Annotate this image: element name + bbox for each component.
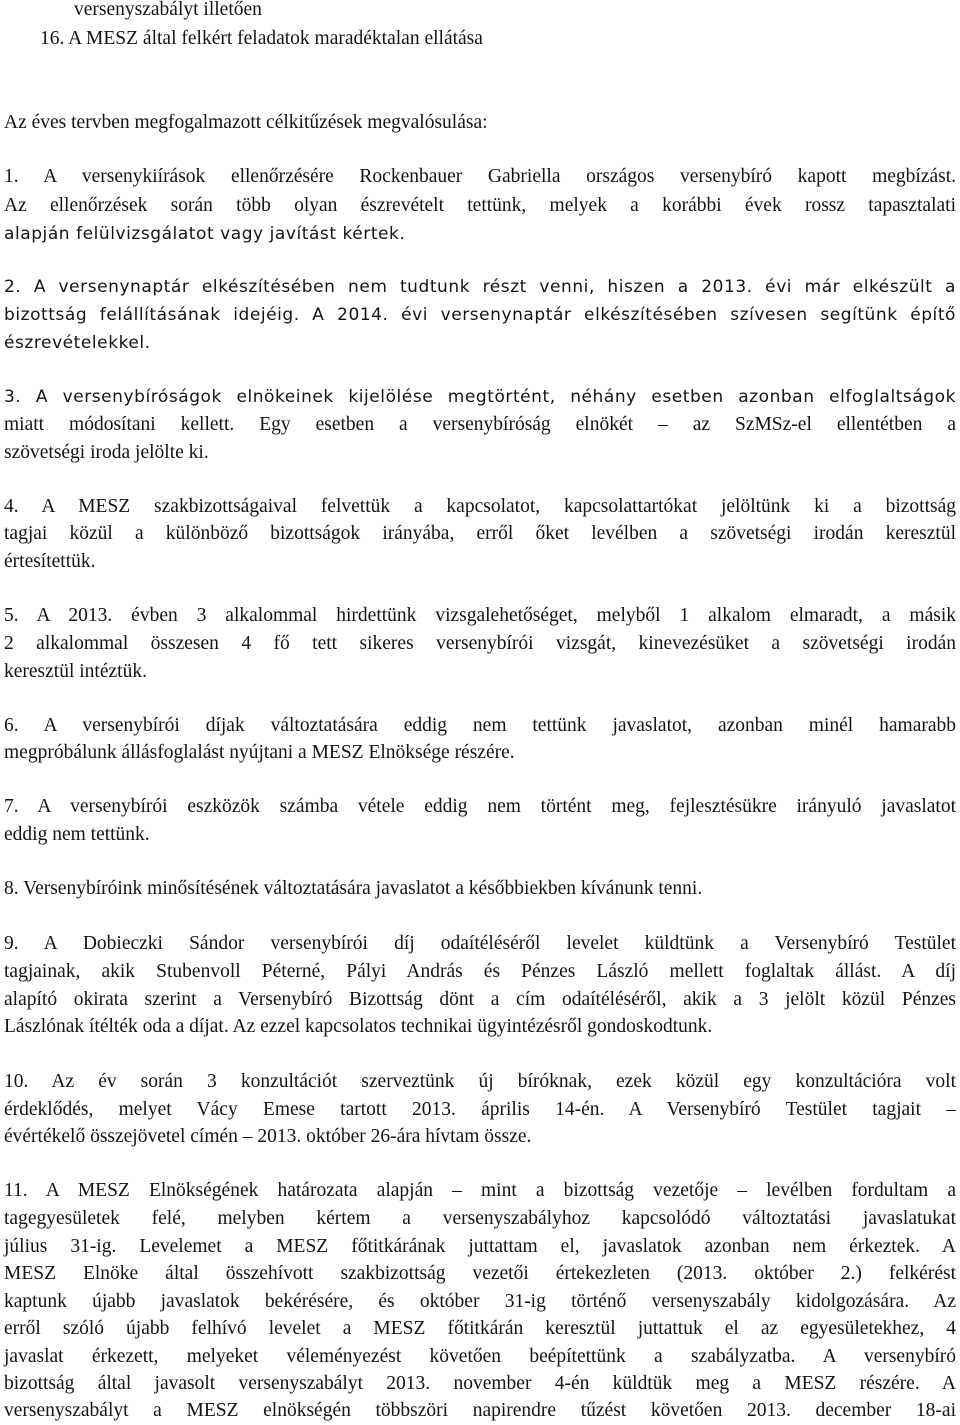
paragraph-1-line-2: Az ellenőrzések során több olyan észrevételt tettünk, melyek a korábbi évek rossz tapasztalati [4, 195, 956, 216]
fragment-line-1: versenyszabályt illetően [74, 0, 262, 20]
paragraph-11-line-9: versenyszabályt a MESZ elnökségén többszöri napirendre tűzést követően 2013. december 18-ai [4, 1400, 956, 1421]
paragraph-4-line-3: értesítettük. [4, 551, 96, 572]
paragraph-7-line-2: eddig nem tettünk. [4, 824, 150, 845]
paragraph-3-line-2: miatt módosítani kellett. Egy esetben a versenybíróság elnökét – az SzMSz-el ellentétben a [4, 414, 956, 435]
paragraph-5-line-2: 2 alkalommal összesen 4 fő tett sikeres versenybírói vizsgát, kinevezésüket a szövetségi irodán [4, 633, 956, 654]
paragraph-10-line-3: évértékelő összejövetel címén – 2013. október 26-ára hívtam össze. [4, 1126, 532, 1147]
paragraph-9-line-3: alapító okirata szerint a Versenybíró Bizottság dönt a cím odaítéléséről, akik a 3 jelölt közül Pénzes [4, 989, 956, 1010]
paragraph-7-line-1: 7. A versenybírói eszközök számba vétele eddig nem történt meg, fejlesztésükre irányuló javaslatot [4, 796, 956, 817]
paragraph-11-line-5: kaptunk újabb javaslatok bekérésére, és október 31-ig történő versenyszabály kidolgozására. Az [4, 1291, 956, 1312]
paragraph-11-line-3: július 31-ig. Levelemet a MESZ főtitkárának juttattam el, javaslatok azonban nem érkeztek. A [4, 1236, 956, 1257]
paragraph-11-line-1: 11. A MESZ Elnökségének határozata alapján – mint a bizottság vezetője – levélben fordultam a [4, 1180, 956, 1201]
paragraph-11-line-8: bizottság által javasolt versenyszabályt 2013. november 4-én küldtük meg a MESZ részére. A [4, 1373, 956, 1394]
paragraph-3-line-3: szövetségi iroda jelölte ki. [4, 442, 209, 463]
paragraph-11-line-4: MESZ Elnöke által összehívott szakbizottság vezetői értekezleten (2013. október 2.) felkérést [4, 1263, 956, 1284]
paragraph-9-line-2: tagjainak, akik Stubenvoll Péterné, Pályi András és Pénzes László mellett foglaltak állást. A díj [4, 961, 956, 982]
paragraph-6-line-2: megpróbálunk állásfoglalást nyújtani a MESZ Elnöksége részére. [4, 742, 515, 763]
paragraph-3-line-1: 3. A versenybíróságok elnökeinek kijelölése megtörtént, néhány esetben azonban elfoglaltságok [4, 387, 956, 407]
section-heading: Az éves tervben megfogalmazott célkitűzések megvalósulása: [4, 112, 488, 133]
paragraph-11-line-2: tagegyesületek felé, melyben kértem a versenyszabályhoz kapcsolódó változtatási javaslatukat [4, 1208, 956, 1229]
paragraph-1-line-3: alapján felülvizsgálatot vagy javítást kértek. [4, 224, 406, 244]
paragraph-9-line-1: 9. A Dobieczki Sándor versenybírói díj odaítéléséről levelet küldtünk a Versenybíró Testület [4, 933, 956, 954]
paragraph-5-line-1: 5. A 2013. évben 3 alkalommal hirdettünk vizsgalehetőséget, melyből 1 alkalom elmaradt, a másik [4, 605, 956, 626]
paragraph-8-line-1: 8. Versenybíróink minősítésének változtatására javaslatot a későbbiekben kívánunk tenni. [4, 878, 703, 899]
paragraph-11-line-7: javaslat érkezett, melyeket véleményezést követően beépítettünk a szabályzatba. A versenybíró [4, 1346, 956, 1367]
paragraph-10-line-2: érdeklődés, melyet Vácy Emese tartott 2013. április 14-én. A Versenybíró Testület tagjait – [4, 1099, 956, 1120]
paragraph-1-line-1: 1. A versenykiírások ellenőrzésére Rockenbauer Gabriella országos versenybíró kapott megbízást. [4, 166, 956, 187]
paragraph-4-line-1: 4. A MESZ szakbizottságaival felvettük a kapcsolatot, kapcsolattartókat jelöltünk ki a bizottság [4, 496, 956, 517]
paragraph-11-line-6: erről szóló újabb felhívó levelet a MESZ főtitkárán keresztül juttattuk el az egyesületekhez, 4 [4, 1318, 956, 1339]
paragraph-2-line-1: 2. A versenynaptár elkészítésében nem tudtunk részt venni, hiszen a 2013. évi már elkészült a [4, 277, 956, 297]
paragraph-2-line-2: bizottság felállításának idejéig. A 2014. évi versenynaptár elkészítésében szívesen segítünk építő [4, 305, 956, 325]
paragraph-9-line-4: Lászlónak ítélték oda a díjat. Az ezzel kapcsolatos technikai ügyintézésről gondoskodtunk. [4, 1016, 713, 1037]
fragment-line-2: 16. A MESZ által felkért feladatok maradéktalan ellátása [40, 28, 483, 49]
paragraph-2-line-3: észrevételekkel. [4, 333, 151, 353]
paragraph-10-line-1: 10. Az év során 3 konzultációt szerveztünk új bíróknak, ezek közül egy konzultációra volt [4, 1071, 956, 1092]
paragraph-4-line-2: tagjai közül a különböző bizottságok irányába, erről őket levélben a szövetségi irodán keresztül [4, 523, 956, 544]
paragraph-6-line-1: 6. A versenybírói díjak változtatására eddig nem tettünk javaslatot, azonban minél hamarabb [4, 715, 956, 736]
paragraph-5-line-3: keresztül intéztük. [4, 661, 147, 682]
